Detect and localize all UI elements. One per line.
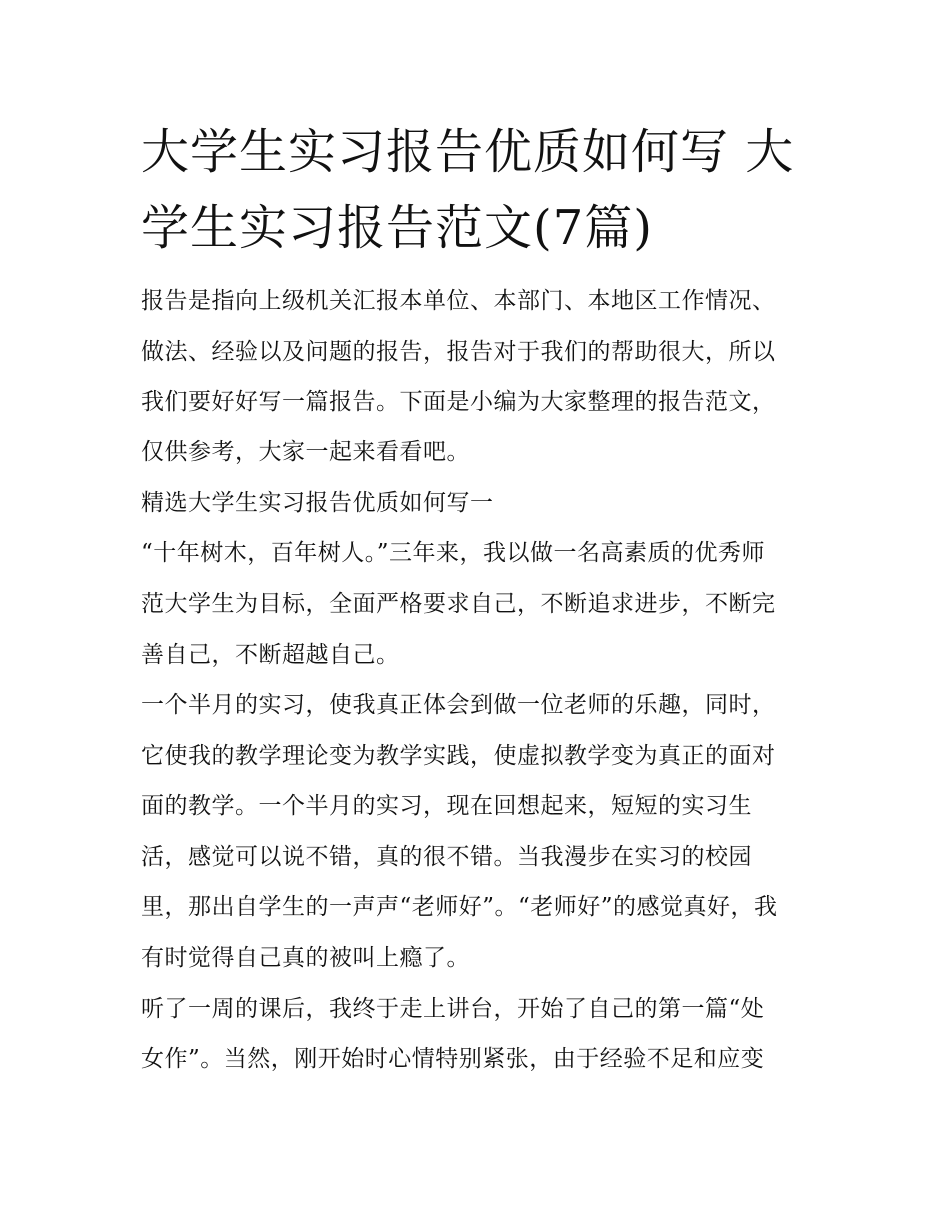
paragraph-line: 做法、经验以及问题的报告，报告对于我们的帮助很大，所以	[141, 339, 776, 365]
title-line: 学生实习报告范文(7篇)	[141, 200, 653, 256]
paragraph-line: 有时觉得自己真的被叫上瘾了。	[141, 945, 470, 971]
paragraph-line: “十年树木，百年树人。”三年来，我以做一名高素质的优秀师	[141, 540, 766, 566]
section-heading: 精选大学生实习报告优质如何写一	[141, 490, 494, 516]
paragraph-line: 听了一周的课后，我终于走上讲台，开始了自己的第一篇“处	[141, 996, 765, 1022]
paragraph-line: 范大学生为目标，全面严格要求自己，不断追求进步，不断完	[141, 591, 776, 617]
paragraph-line: 里，那出自学生的一声声“老师好”。“老师好”的感觉真好，我	[141, 894, 778, 920]
document-title	[141, 114, 821, 266]
paragraph-line: 女作”。当然，刚开始时心情特别紧张，由于经验不足和应变	[141, 1046, 765, 1072]
paragraph-line: 一个半月的实习，使我真正体会到做一位老师的乐趣，同时，	[141, 692, 776, 718]
paragraph-line: 报告是指向上级机关汇报本单位、本部门、本地区工作情况、	[141, 288, 776, 314]
paragraph-line: 面的教学。一个半月的实习，现在回想起来，短短的实习生	[141, 793, 752, 819]
paragraph-line: 仅供参考，大家一起来看看吧。	[141, 439, 470, 465]
paragraph-line: 它使我的教学理论变为教学实践，使虚拟教学变为真正的面对	[141, 743, 776, 769]
title-line: 大学生实习报告优质如何写 大	[141, 124, 795, 180]
paragraph-line: 善自己，不断超越自己。	[141, 642, 400, 668]
paragraph-line: 活，感觉可以说不错，真的很不错。当我漫步在实习的校园	[141, 844, 752, 870]
paragraph-line: 我们要好好写一篇报告。下面是小编为大家整理的报告范文，	[141, 389, 776, 415]
